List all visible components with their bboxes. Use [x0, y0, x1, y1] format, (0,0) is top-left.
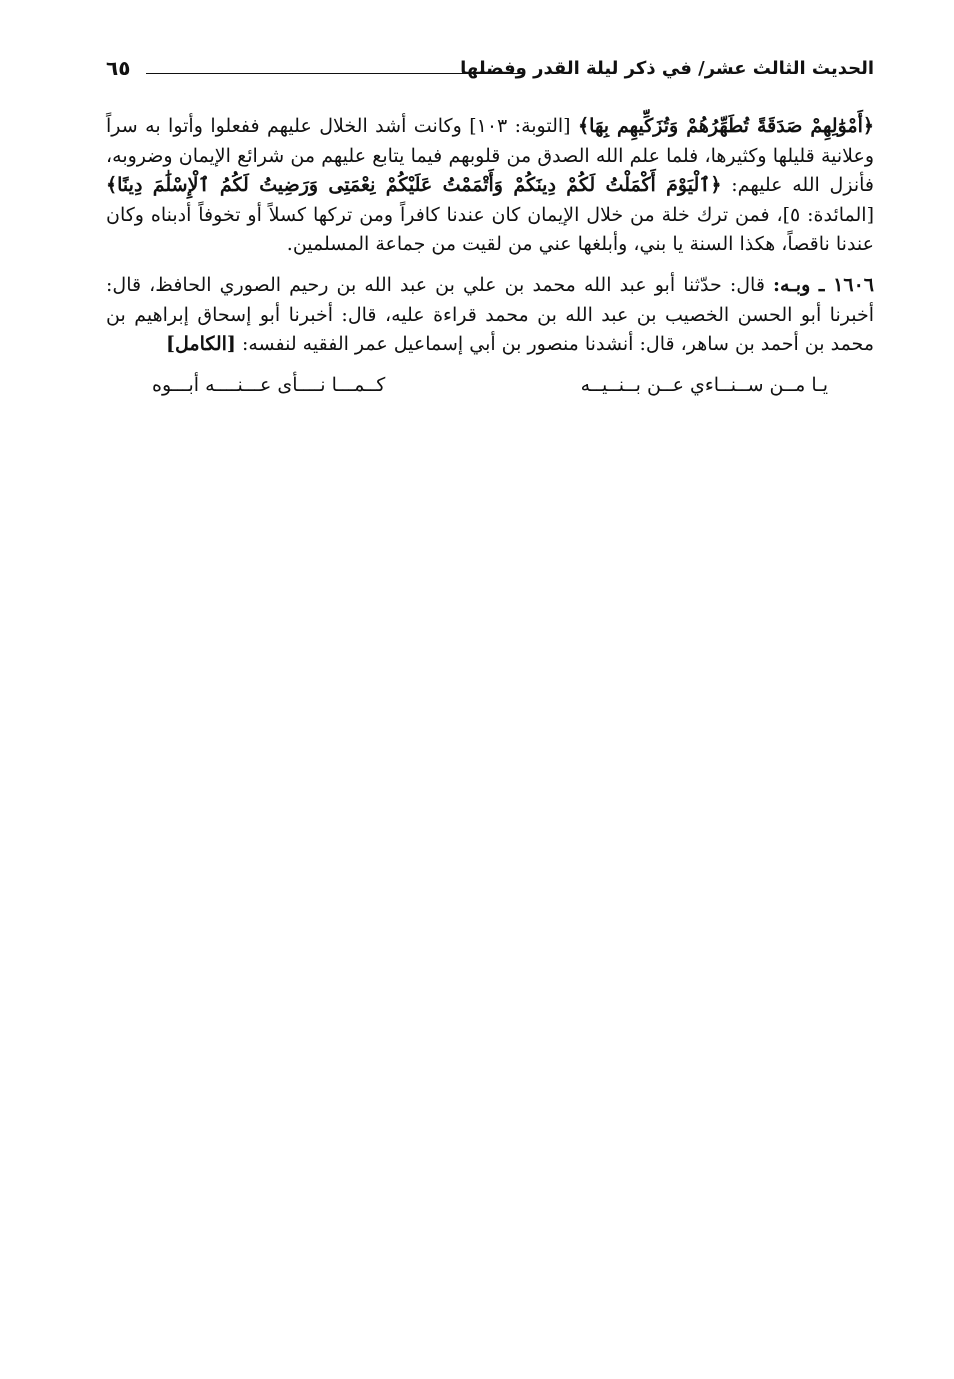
paragraph-1	[106, 112, 874, 260]
poem-verse	[106, 374, 874, 396]
paragraph-2-text: قال: حدّثنا أبو عبد الله محمد بن علي بن عبد الله بن رحيم الصوري الحافظ، قال: أخبرنا أبو الحسن الخصيب بن عبد الله بن محمد قراءة عليه، قال: أخبرنا أبو إسحاق إبراهيم بن محمد بن أحمد بن ساهر، قال: أنشدنا منصور بن أبي إسماعيل عمر الفقيه لنفسه:	[106, 273, 874, 356]
quran-quote-1: ﴿أَمْوَٰلِهِمْ صَدَقَةً تُطَهِّرُهُمْ وَتُزَكِّيهِم بِهَا﴾	[578, 115, 874, 137]
verse-second-hemistich: كــمـــا نــــأى عـــنــــه أبـــوه	[152, 373, 386, 396]
verse-first-hemistich: يـا مــن ســنــاءي عــن بــنــيــه	[580, 373, 828, 396]
paragraph-1-text-b: [المائدة: ٥]، فمن ترك خلة من خلال الإيمان كان عندنا كافراً ومن تركها كسلاً أو تخوفاً أدبناه وكان عندنا ناقصاً، هكذا السنة يا بني، وأبلغها عني من لقيت من جماعة المسلمين.	[106, 203, 874, 256]
body-text	[106, 112, 874, 360]
paragraph-2	[106, 271, 874, 360]
hadith-number: ١٦٠٦ ـ وبـه:	[773, 273, 874, 296]
paragraph-1-text-a: [التوبة: ١٠٣] وكانت أشد الخلال عليهم ففعلوا وأتوا به سراً وعلانية قليلها وكثيرها، فلما علم الله الصدق من قلوبهم فيما يتابع عليهم من شرائع الإيمان وضروبه، فأنزل الله عليهم:	[106, 115, 874, 197]
page-header	[106, 56, 874, 90]
quran-quote-2: ﴿ٱلْيَوْمَ أَكْمَلْتُ لَكُمْ دِينَكُمْ وَأَتْمَمْتُ عَلَيْكُمْ نِعْمَتِى وَرَضِيتُ لَكُمُ ٱلْإِسْلَٰمَ دِينًا﴾	[106, 174, 722, 197]
running-title: الحديث الثالث عشر/ في ذكر ليلة القدر وفضلها	[460, 58, 874, 79]
page-number: ٦٥	[106, 56, 131, 80]
poetic-meter: [الكامل]	[166, 333, 236, 356]
header-rule	[146, 73, 522, 74]
document-page	[106, 56, 874, 396]
